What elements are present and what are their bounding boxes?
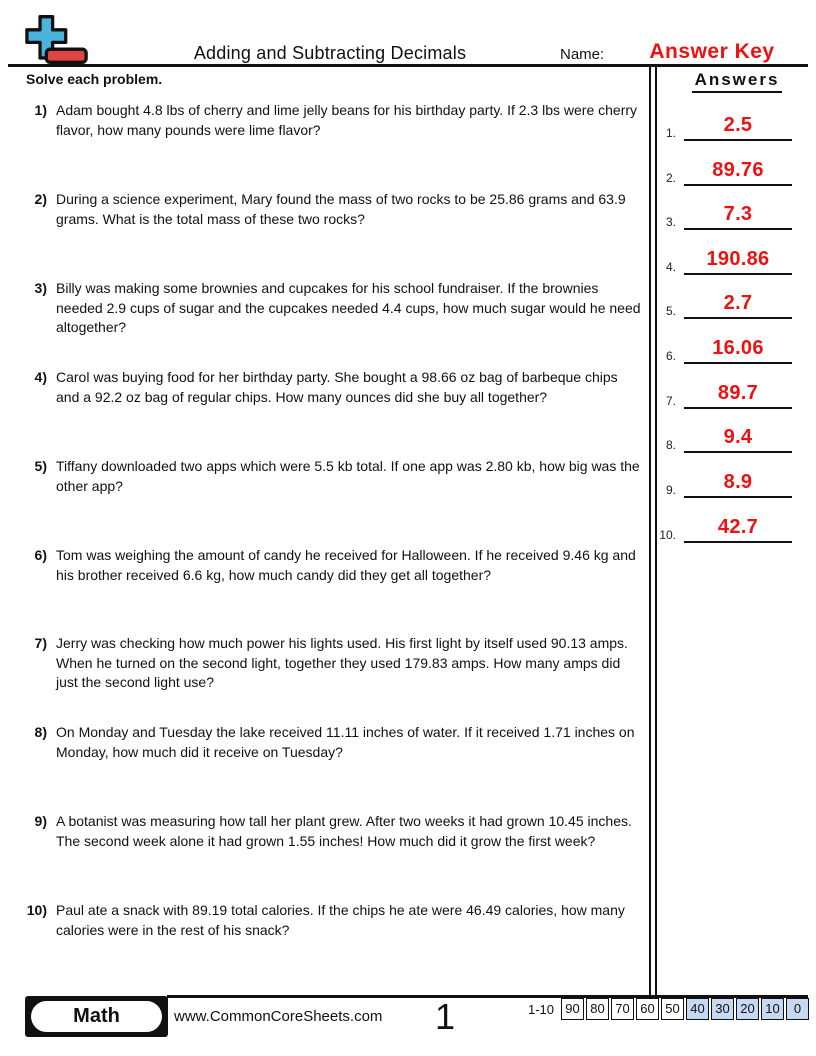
answer-value: 16.06	[712, 337, 764, 359]
problem-item	[20, 457, 645, 496]
page-number: 1	[434, 996, 456, 1037]
subject-label: Math	[73, 1005, 120, 1027]
score-cell: 50	[661, 998, 684, 1020]
answer-value: 8.9	[723, 471, 753, 493]
page-title: Adding and Subtracting Decimals	[193, 43, 467, 63]
answer-value: 2.7	[723, 292, 753, 314]
score-strip	[528, 998, 809, 1020]
answers-heading: Answers	[662, 70, 812, 93]
problem-item	[20, 723, 645, 762]
problem-item	[20, 812, 645, 851]
problem-number: 6)	[34, 547, 47, 563]
problem-item	[20, 546, 645, 585]
instructions: Solve each problem.	[26, 71, 163, 87]
answer-number: 8.	[665, 438, 676, 452]
answer-blank	[684, 289, 792, 319]
answer-blank	[684, 379, 792, 409]
score-cell: 40	[686, 998, 709, 1020]
math-subject-pill	[31, 1001, 162, 1032]
answer-row	[652, 241, 804, 275]
score-cell: 30	[711, 998, 734, 1020]
problem-text: Jerry was checking how much power his lights used. His first light by itself used 90.13 amps. When he turned on the second light, together they used 179.83 amps. How many amps did just the second light use?	[56, 635, 628, 690]
answer-value: 42.7	[717, 516, 759, 538]
problem-text: During a science experiment, Mary found the mass of two rocks to be 25.86 grams and 63.9 grams. What is the total mass of these two rocks?	[56, 191, 626, 227]
answer-row	[652, 419, 804, 453]
answer-blank	[684, 111, 792, 141]
problem-item	[20, 901, 645, 940]
problem-number: 10)	[26, 902, 47, 918]
score-cell: 90	[561, 998, 584, 1020]
problem-item	[20, 634, 645, 693]
problem-text: A botanist was measuring how tall her plant grew. After two weeks it had grown 10.45 inches. The second week alone it had grown 1.55 inches! How much did it grow the first week?	[56, 813, 632, 849]
problem-item	[20, 279, 645, 338]
header-rule	[8, 64, 808, 67]
problem-text: Tiffany downloaded two apps which were 5.5 kb total. If one app was 2.80 kb, how big was the other app?	[56, 458, 640, 494]
score-cell: 0	[786, 998, 809, 1020]
answer-blank	[684, 200, 792, 230]
math-subject-badge	[25, 996, 168, 1037]
answer-row	[652, 509, 804, 543]
answer-value: 7.3	[723, 203, 753, 225]
plus-minus-icon	[24, 13, 90, 66]
score-cell: 20	[736, 998, 759, 1020]
score-table	[561, 998, 809, 1020]
answer-blank	[684, 513, 792, 543]
answer-value: 2.5	[723, 114, 753, 136]
answer-blank	[684, 245, 792, 275]
problem-number: 3)	[34, 280, 47, 296]
problem-text: Carol was buying food for her birthday party. She bought a 98.66 oz bag of barbeque chips and a 92.2 oz bag of regular chips. How many ounces did she buy all together?	[56, 369, 618, 405]
answer-value: 89.7	[717, 382, 759, 404]
problem-text: Paul ate a snack with 89.19 total calories. If the chips he ate were 46.49 calories, how many calories were in the rest of his snack?	[56, 902, 625, 938]
score-range-label: 1-10	[528, 1001, 555, 1017]
problem-number: 2)	[34, 191, 47, 207]
answer-blank	[684, 156, 792, 186]
name-label: Name:	[560, 46, 605, 63]
answer-number: 2.	[665, 171, 676, 185]
problem-number: 4)	[34, 369, 47, 385]
score-cell: 80	[586, 998, 609, 1020]
answer-number: 7.	[665, 394, 676, 408]
website-url: www.CommonCoreSheets.com	[174, 1008, 383, 1025]
problem-text: Tom was weighing the amount of candy he received for Halloween. If he received 9.46 kg and his brother received 6.6 kg, how much candy did they get all together?	[56, 547, 636, 583]
problem-text: Billy was making some brownies and cupcakes for his school fundraiser. If the brownies needed 2.9 cups of sugar and the cupcakes needed 4.4 cups, how much sugar would he need altogether?	[56, 280, 641, 335]
problem-item	[20, 190, 645, 229]
answer-row	[652, 107, 804, 141]
problem-item	[20, 101, 645, 140]
answer-row	[652, 375, 804, 409]
answer-value: 89.76	[712, 159, 764, 181]
answer-blank	[684, 468, 792, 498]
answer-number: 10.	[659, 528, 676, 542]
answer-number: 5.	[665, 304, 676, 318]
answer-row	[652, 285, 804, 319]
answer-row	[652, 152, 804, 186]
answer-row	[652, 330, 804, 364]
problem-text: On Monday and Tuesday the lake received 11.11 inches of water. If it received 1.71 inches on Monday, how much did it receive on Tuesday?	[56, 724, 635, 760]
answer-blank	[684, 334, 792, 364]
problem-number: 1)	[34, 102, 47, 118]
problem-text: Adam bought 4.8 lbs of cherry and lime jelly beans for his birthday party. If 2.3 lbs were cherry flavor, how many pounds were lime flavor?	[56, 102, 638, 138]
answer-row	[652, 196, 804, 230]
problem-number: 8)	[34, 724, 47, 740]
problem-number: 7)	[34, 635, 47, 651]
problem-number: 9)	[34, 813, 47, 829]
answer-number: 4.	[665, 260, 676, 274]
answer-number: 6.	[665, 349, 676, 363]
answer-value: 9.4	[723, 426, 753, 448]
problem-item	[20, 368, 645, 407]
answer-number: 3.	[665, 215, 676, 229]
name-value-answer-key: Answer Key	[649, 40, 775, 63]
problem-number: 5)	[34, 458, 47, 474]
answer-value: 190.86	[706, 248, 770, 270]
answer-row	[652, 464, 804, 498]
answer-number: 1.	[665, 126, 676, 140]
score-cell: 70	[611, 998, 634, 1020]
score-cell: 60	[636, 998, 659, 1020]
answer-blank	[684, 423, 792, 453]
score-cell: 10	[761, 998, 784, 1020]
answer-number: 9.	[665, 483, 676, 497]
